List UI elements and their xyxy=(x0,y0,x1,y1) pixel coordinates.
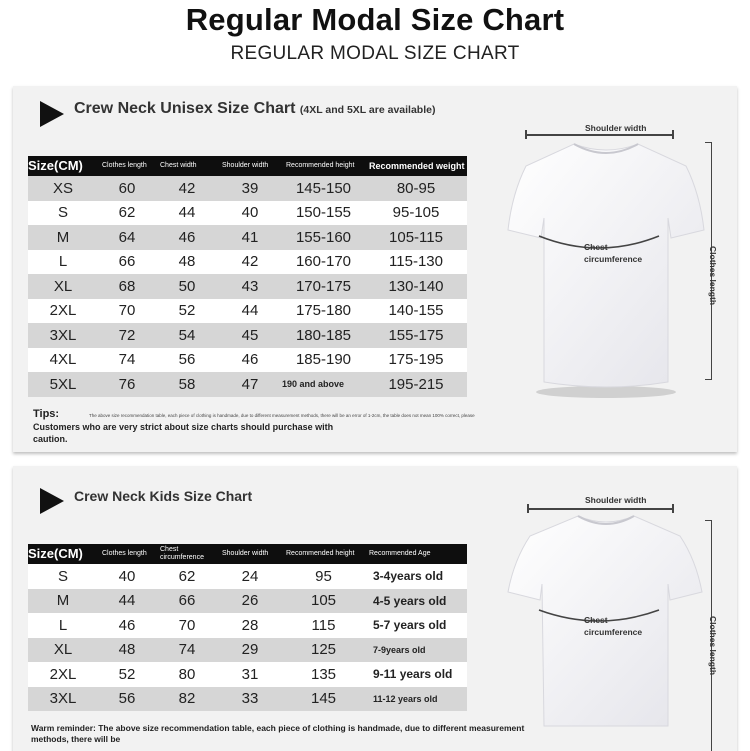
adult-size-table xyxy=(28,156,467,397)
page-title: Regular Modal Size Chart xyxy=(185,2,565,37)
value-cell: 46 xyxy=(156,225,218,250)
value-cell: 56 xyxy=(98,687,156,712)
value-cell: 44 xyxy=(98,589,156,614)
value-cell: 135 xyxy=(282,662,365,687)
value-cell: 130-140 xyxy=(365,274,467,299)
age-cell: 9-11 years old xyxy=(365,662,467,687)
table-row xyxy=(28,299,467,324)
value-cell: 40 xyxy=(218,201,282,226)
value-cell: 60 xyxy=(98,176,156,201)
age-cell: 3-4years old xyxy=(365,564,467,589)
value-cell: 82 xyxy=(156,687,218,712)
header-chest-width: Chest width xyxy=(156,156,218,176)
value-cell: 195-215 xyxy=(365,372,467,397)
value-cell: 66 xyxy=(98,250,156,275)
value-cell: 47 xyxy=(218,372,282,397)
value-cell: 44 xyxy=(156,201,218,226)
table-row xyxy=(28,225,467,250)
value-cell: 95 xyxy=(282,564,365,589)
value-cell: 76 xyxy=(98,372,156,397)
value-cell: 74 xyxy=(98,348,156,373)
play-arrow-icon xyxy=(40,101,64,127)
measure-tick xyxy=(672,130,674,139)
value-cell: 62 xyxy=(98,201,156,226)
adult-title-note: (4XL and 5XL are available) xyxy=(299,104,436,116)
value-cell: 24 xyxy=(218,564,282,589)
value-cell: 40 xyxy=(98,564,156,589)
warm-reminder-text: Warm reminder: The above size recommendation table, each piece of clothing is handmade, due to different measurement methods, there will be xyxy=(31,723,525,744)
age-cell: 7-9years old xyxy=(365,638,467,663)
adult-size-panel xyxy=(13,86,737,452)
value-cell: 170-175 xyxy=(282,274,365,299)
header-recommended-age: Recommended Age xyxy=(365,544,467,564)
header-size: Size(CM) xyxy=(28,156,98,176)
size-cell: 5XL xyxy=(28,372,98,397)
value-cell: 41 xyxy=(218,225,282,250)
value-cell: 105 xyxy=(282,589,365,614)
table-row xyxy=(28,589,467,614)
header-recommended-height: Recommended height xyxy=(282,544,365,564)
value-cell: 48 xyxy=(98,638,156,663)
header-chest-circumference: Chest circumference xyxy=(156,544,218,564)
value-cell: 145 xyxy=(282,687,365,712)
size-cell: S xyxy=(28,564,98,589)
value-cell: 125 xyxy=(282,638,365,663)
value-cell: 80 xyxy=(156,662,218,687)
value-cell: 48 xyxy=(156,250,218,275)
age-cell: 4-5 years old xyxy=(365,589,467,614)
table-row xyxy=(28,564,467,589)
value-cell: 58 xyxy=(156,372,218,397)
value-cell: 54 xyxy=(156,323,218,348)
size-cell: 3XL xyxy=(28,323,98,348)
header-recommended-height: Recommended height xyxy=(282,156,365,176)
value-cell: 42 xyxy=(218,250,282,275)
value-cell: 31 xyxy=(218,662,282,687)
kids-size-panel xyxy=(13,466,737,751)
value-cell: 43 xyxy=(218,274,282,299)
size-cell: XS xyxy=(28,176,98,201)
tips-text: Customers who are very strict about size charts should purchase with caution. xyxy=(33,422,334,444)
table-row xyxy=(28,662,467,687)
age-cell: 5-7 years old xyxy=(365,613,467,638)
page-subtitle: REGULAR MODAL SIZE CHART xyxy=(230,43,520,64)
table-row xyxy=(28,687,467,712)
value-cell: 52 xyxy=(98,662,156,687)
header-shoulder-width: Shoulder width xyxy=(218,544,282,564)
size-cell: L xyxy=(28,613,98,638)
table-row xyxy=(28,638,467,663)
chest-circumference-label: Chest circumference xyxy=(584,242,643,264)
table-row xyxy=(28,201,467,226)
value-cell: 70 xyxy=(98,299,156,324)
value-cell: 105-115 xyxy=(365,225,467,250)
value-cell: 115-130 xyxy=(365,250,467,275)
header-recommended-weight: Recommended weight xyxy=(365,156,467,176)
shoulder-width-label: Shoulder width xyxy=(585,123,647,133)
value-cell: 33 xyxy=(218,687,282,712)
value-cell: 160-170 xyxy=(282,250,365,275)
value-cell: 70 xyxy=(156,613,218,638)
value-cell: 26 xyxy=(218,589,282,614)
header-clothes-length: Clothes length xyxy=(98,544,156,564)
header-size: Size(CM) xyxy=(28,544,98,564)
size-cell: 2XL xyxy=(28,299,98,324)
table-row xyxy=(28,348,467,373)
size-cell: XL xyxy=(28,274,98,299)
size-cell: 4XL xyxy=(28,348,98,373)
adult-section-title xyxy=(74,100,435,118)
value-cell: 62 xyxy=(156,564,218,589)
value-cell: 29 xyxy=(218,638,282,663)
table-row xyxy=(28,274,467,299)
value-cell: 52 xyxy=(156,299,218,324)
table-row xyxy=(28,613,467,638)
clothes-length-label: Clothes length xyxy=(708,616,718,676)
value-cell: 115 xyxy=(282,613,365,638)
size-cell: M xyxy=(28,225,98,250)
value-cell: 28 xyxy=(218,613,282,638)
value-cell: 140-155 xyxy=(365,299,467,324)
value-cell: 46 xyxy=(98,613,156,638)
value-cell: 150-155 xyxy=(282,201,365,226)
shoulder-measure-line xyxy=(525,134,673,136)
value-cell: 56 xyxy=(156,348,218,373)
tshirt-illustration xyxy=(496,134,710,404)
value-cell: 180-185 xyxy=(282,323,365,348)
value-cell: 46 xyxy=(218,348,282,373)
value-cell: 72 xyxy=(98,323,156,348)
table-row xyxy=(28,250,467,275)
value-cell: 44 xyxy=(218,299,282,324)
header-clothes-length: Clothes length xyxy=(98,156,156,176)
kids-section-title: Crew Neck Kids Size Chart xyxy=(74,488,253,504)
value-cell: 42 xyxy=(156,176,218,201)
tips-label: Tips: xyxy=(33,408,60,420)
size-cell: L xyxy=(28,250,98,275)
value-cell: 155-175 xyxy=(365,323,467,348)
measure-tick xyxy=(527,504,529,513)
value-cell: 45 xyxy=(218,323,282,348)
value-cell: 74 xyxy=(156,638,218,663)
value-cell: 155-160 xyxy=(282,225,365,250)
value-cell: 175-195 xyxy=(365,348,467,373)
size-cell: 3XL xyxy=(28,687,98,712)
kids-size-table xyxy=(28,544,467,711)
value-cell: 190 and above xyxy=(282,372,365,397)
value-cell: 80-95 xyxy=(365,176,467,201)
value-cell: 185-190 xyxy=(282,348,365,373)
shoulder-measure-line xyxy=(527,508,673,510)
value-cell: 39 xyxy=(218,176,282,201)
chest-circumference-label: Chest circumference xyxy=(584,615,643,637)
value-cell: 68 xyxy=(98,274,156,299)
shoulder-width-label: Shoulder width xyxy=(585,495,647,505)
header-shoulder-width: Shoulder width xyxy=(218,156,282,176)
value-cell: 175-180 xyxy=(282,299,365,324)
value-cell: 64 xyxy=(98,225,156,250)
value-cell: 50 xyxy=(156,274,218,299)
value-cell: 145-150 xyxy=(282,176,365,201)
size-cell: XL xyxy=(28,638,98,663)
table-row xyxy=(28,372,467,397)
measure-tick xyxy=(672,504,674,513)
value-cell: 95-105 xyxy=(365,201,467,226)
clothes-length-label: Clothes length xyxy=(708,246,718,306)
value-cell: 66 xyxy=(156,589,218,614)
table-row xyxy=(28,176,467,201)
adult-title-text: Crew Neck Unisex Size Chart xyxy=(74,100,296,117)
size-cell: S xyxy=(28,201,98,226)
table-row xyxy=(28,323,467,348)
size-cell: M xyxy=(28,589,98,614)
age-cell: 11-12 years old xyxy=(365,687,467,712)
play-arrow-icon xyxy=(40,488,64,514)
tips-fine-print: The above size recommendation table, each piece of clothing is handmade, due to different measurement methods, there will be an error of 1-2cm, the table does not mean 100% correct, please xyxy=(89,413,475,418)
size-cell: 2XL xyxy=(28,662,98,687)
measure-tick xyxy=(525,130,527,139)
